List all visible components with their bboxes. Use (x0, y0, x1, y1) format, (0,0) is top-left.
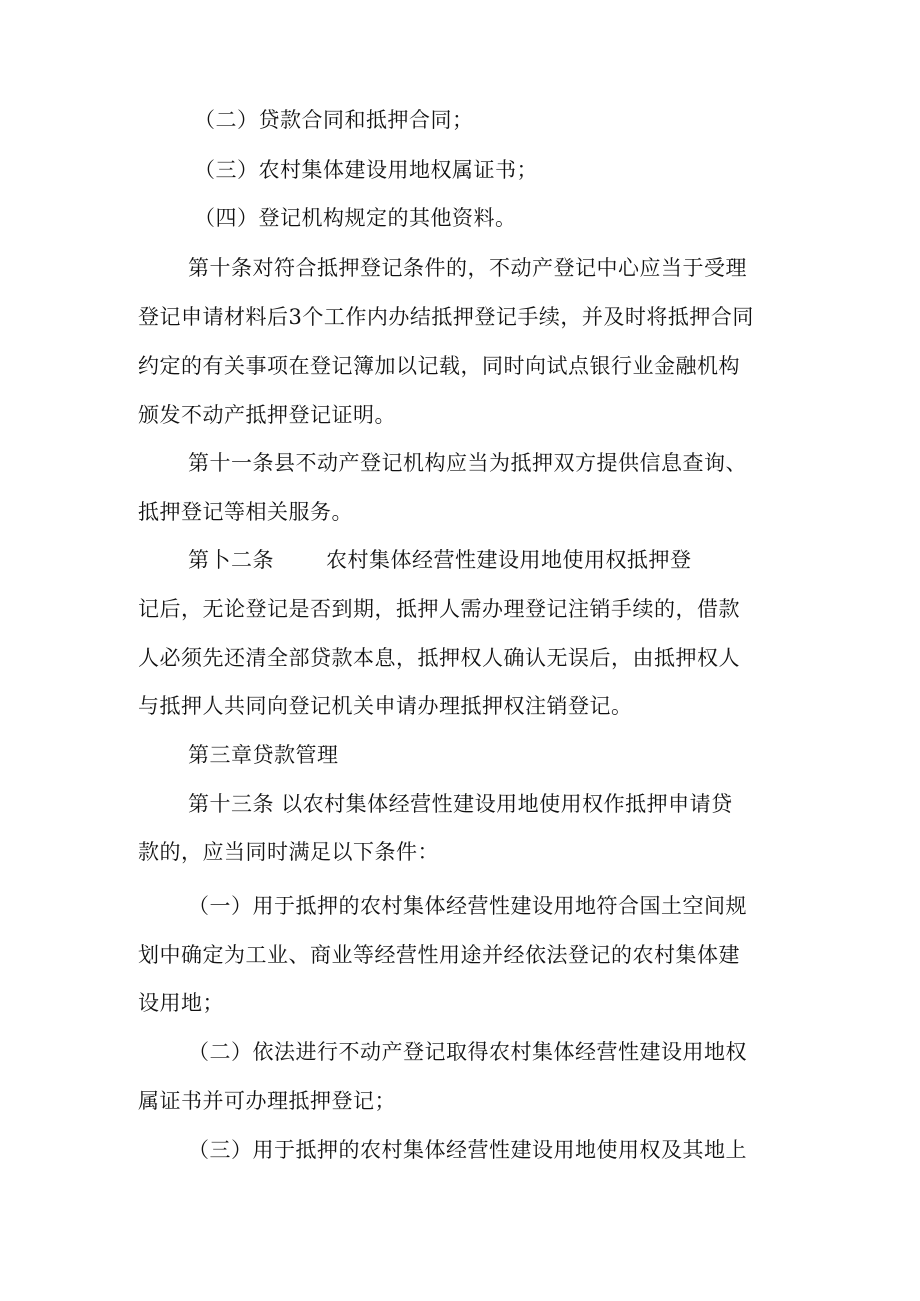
condition-2-line-1: （二）依法进行不动产登记取得农村集体经营性建设用地权 (188, 1040, 747, 1064)
chapter-3-heading: 第三章贷款管理 (188, 743, 339, 767)
list-item-loan-contract: （二）贷款合同和抵押合同； (194, 108, 474, 132)
article-12-line-4: 与抵押人共同向登记机关申请办理抵押权注销登记。 (138, 694, 633, 718)
article-10-line-2: 登记申请材料后3个工作内办结抵押登记手续，并及时将抵押合同 (138, 305, 754, 329)
article-11-line-1: 第十一条县不动产登记机构应当为抵押双方提供信息查询、 (188, 451, 747, 475)
article-10-line-3: 约定的有关事项在登记簿加以记载，同时向试点银行业金融机构 (138, 354, 740, 378)
condition-2-line-2: 属证书并可办理抵押登记； (138, 1089, 396, 1113)
article-12-line-2: 记后，无论登记是否到期，抵押人需办理登记注销手续的，借款 (138, 597, 740, 621)
condition-1-line-2: 划中确定为工业、商业等经营性用途并经依法登记的农村集体建 (138, 943, 740, 967)
list-item-other-materials: （四）登记机构规定的其他资料。 (194, 206, 517, 230)
article-12-line-3: 人必须先还清全部贷款本息，抵押权人确认无误后，由抵押权人 (138, 646, 740, 670)
article-13-line-2: 款的，应当同时满足以下条件： (138, 840, 439, 864)
article-10-line-4: 颁发不动产抵押登记证明。 (138, 403, 396, 427)
condition-1-line-3: 设用地； (138, 991, 224, 1015)
article-10-line-1: 第十条对符合抵押登记条件的，不动产登记中心应当于受理 (188, 256, 747, 280)
condition-3-line-1: （三）用于抵押的农村集体经营性建设用地使用权及其地上 (188, 1138, 747, 1162)
condition-1-line-1: （一）用于抵押的农村集体经营性建设用地符合国土空间规 (188, 894, 747, 918)
article-12-heading: 第卜二条 (188, 548, 274, 572)
list-item-ownership-certificate: （三）农村集体建设用地权属证书； (194, 158, 538, 182)
article-12-lead-text: 农村集体经营性建设用地使用权抵押登 (326, 548, 692, 572)
article-12-line-1 (188, 545, 692, 575)
article-11-line-2: 抵押登记等相关服务。 (138, 500, 353, 524)
article-13-line-1: 第十三条 以农村集体经营性建设用地使用权作抵押申请贷 (188, 792, 733, 816)
